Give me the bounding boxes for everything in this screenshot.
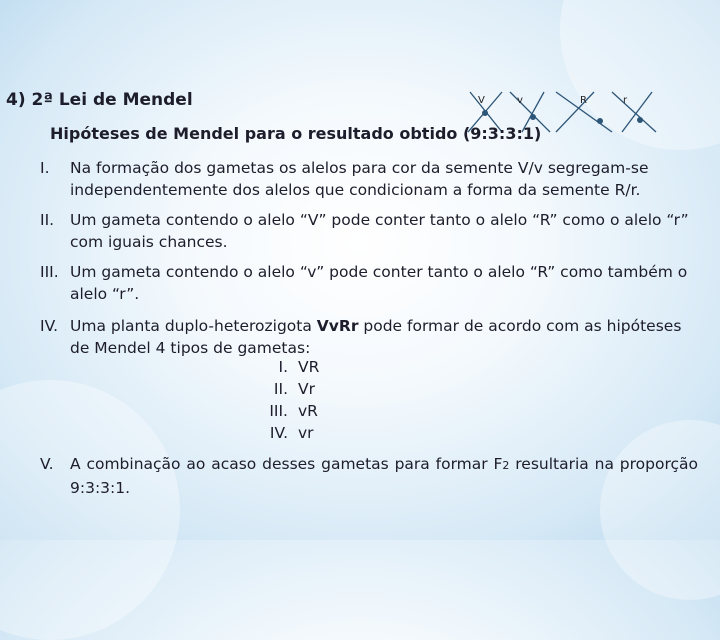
gamete-value: vr xyxy=(298,424,314,442)
allele-label-V: V xyxy=(478,95,485,106)
list-item-3 xyxy=(40,261,705,305)
gamete-row xyxy=(258,358,319,376)
background-bubble xyxy=(600,420,720,600)
subscript-2: 2 xyxy=(502,459,510,472)
item-number: IV. xyxy=(40,317,59,335)
gamete-number: I. xyxy=(278,358,288,376)
item-text: Um gameta contendo o alelo “V” pode conter tanto o alelo “R” como o alelo “r” com iguais chances. xyxy=(70,211,689,251)
item-number: III. xyxy=(40,263,59,281)
genotype-bold: VvRr xyxy=(316,317,359,335)
allele-label-R: R xyxy=(580,95,587,106)
allele-label-v: v xyxy=(517,95,523,106)
list-item-4 xyxy=(40,315,705,359)
allele-label-r: r xyxy=(623,95,628,106)
item-text xyxy=(40,453,698,499)
list-item-1 xyxy=(40,157,680,201)
item-number: V. xyxy=(40,455,54,473)
item-text: Um gameta contendo o alelo “v” pode conter tanto o alelo “R” como também o alelo “r”. xyxy=(70,263,688,303)
item-text-end: resultaria na proporção 9:3:3:1. xyxy=(70,455,699,497)
subtitle: Hipóteses de Mendel para o resultado obtido (9:3:3:1) xyxy=(50,124,542,143)
item-text-start: Uma planta duplo-heterozigota xyxy=(70,317,317,335)
gamete-row xyxy=(258,402,318,420)
slide-title: 4) 2ª Lei de Mendel xyxy=(6,90,193,110)
gamete-number: III. xyxy=(269,402,288,420)
item-text-start: A combinação ao acaso desses gametas para formar F xyxy=(70,455,503,473)
gamete-row xyxy=(258,424,314,442)
list-item-5 xyxy=(40,453,698,499)
gamete-value: vR xyxy=(298,402,318,420)
gamete-value: Vr xyxy=(298,380,315,398)
allele-pair-R-r xyxy=(556,92,656,132)
item-number: II. xyxy=(40,211,55,229)
item-text-end: pode formar de acordo com as hipóteses de Mendel 4 tipos de gametas: xyxy=(70,317,682,357)
list-item-2 xyxy=(40,209,705,253)
item-text: Na formação dos gametas os alelos para cor da semente V/v segregam-se independentemente dos alelos que condicionam a forma da semente R/r. xyxy=(70,159,649,199)
gamete-row xyxy=(258,380,315,398)
gamete-list xyxy=(258,358,378,448)
gamete-number: II. xyxy=(273,380,288,398)
gamete-number: IV. xyxy=(269,424,288,442)
gamete-value: VR xyxy=(298,358,320,376)
item-number: I. xyxy=(40,159,50,177)
item-text xyxy=(40,315,705,359)
background-bubble xyxy=(0,380,180,640)
